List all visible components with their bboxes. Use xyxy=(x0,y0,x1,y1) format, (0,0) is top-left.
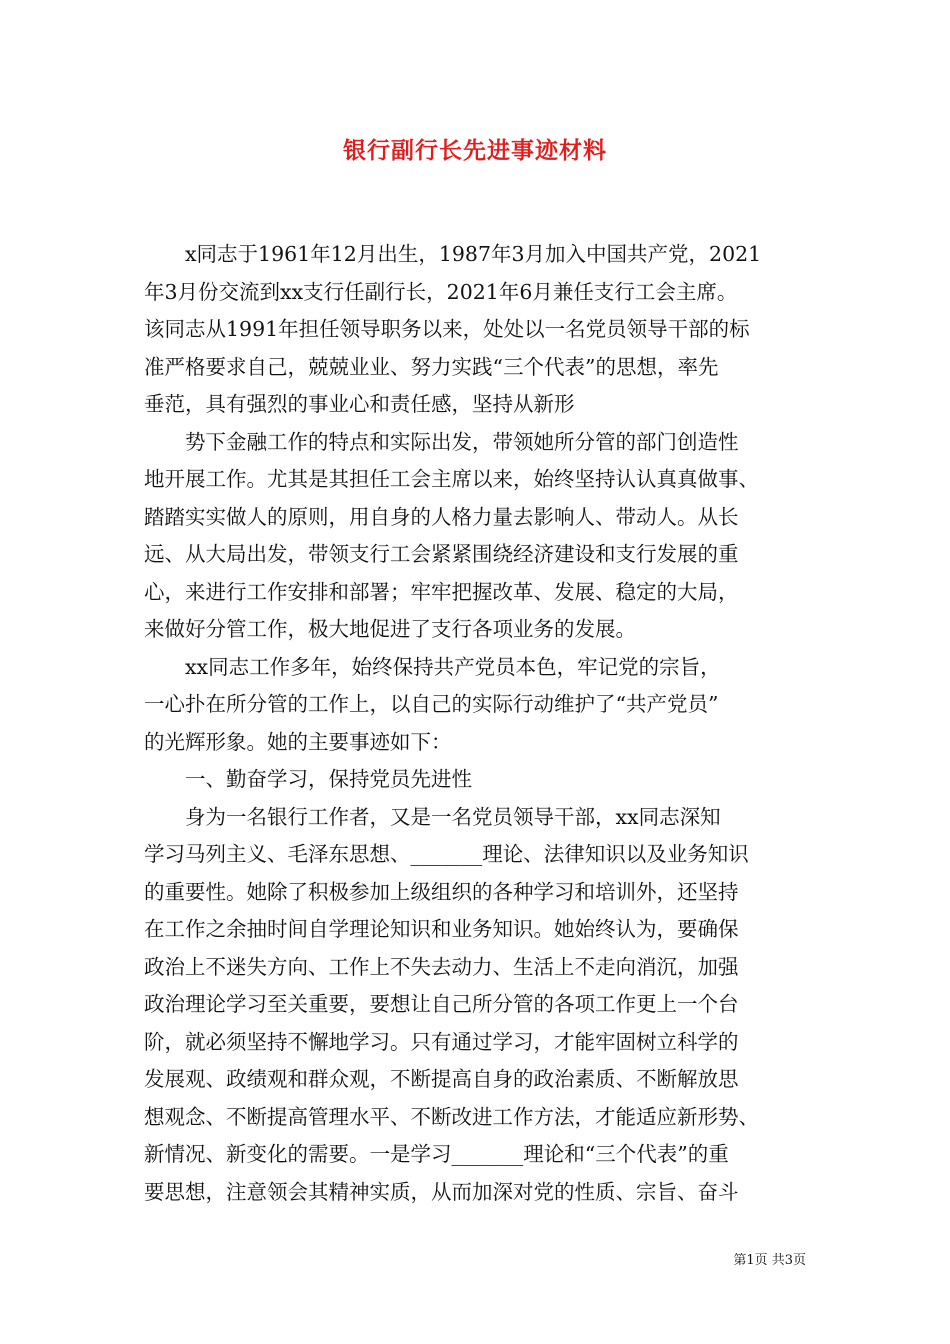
body-line: 的重要性。她除了积极参加上级组织的各种学习和培训外，还坚持 xyxy=(144,879,739,904)
body-line: 来做好分管工作，极大地促进了支行各项业务的发展。 xyxy=(144,617,636,641)
body-line: 身为一名银行工作者，又是一名党员领导干部，xx同志深知 xyxy=(144,804,721,829)
body-line: x同志于1961年12月出生，1987年3月加入中国共产党，2021 xyxy=(144,242,762,266)
document-title: 银行副行长先进事迹材料 xyxy=(343,137,607,164)
body-line: 想观念、不断提高管理水平、不断改进工作方法，才能适应新形势、 xyxy=(144,1104,759,1129)
body-line: 在工作之余抽时间自学理论知识和业务知识。她始终认为，要确保 xyxy=(144,917,739,941)
body-line: xx同志工作多年，始终保持共产党员本色，牢记党的宗旨， xyxy=(144,654,721,679)
body-line: 垂范，具有强烈的事业心和责任感，坚持从新形 xyxy=(144,392,575,416)
page-number-footer: 第1页 共3页 xyxy=(733,1253,806,1268)
body-line: 学习马列主义、毛泽东思想、_______理论、法律知识以及业务知识 xyxy=(144,842,749,866)
section-heading: 一、勤奋学习，保持党员先进性 xyxy=(144,767,472,791)
body-line: 地开展工作。尤其是其担任工会主席以来，始终坚持认认真真做事、 xyxy=(144,467,759,491)
body-line: 新情况、新变化的需要。一是学习_______理论和“三个代表”的重 xyxy=(144,1142,729,1166)
body-line: 的光辉形象。她的主要事迹如下： xyxy=(144,729,452,754)
body-line: 政治理论学习至关重要，要想让自己所分管的各项工作更上一个台 xyxy=(144,992,739,1016)
body-line: 阶，就必须坚持不懈地学习。只有通过学习，才能牢固树立科学的 xyxy=(144,1029,739,1054)
body-line: 该同志从1991年担任领导职务以来，处处以一名党员领导干部的标 xyxy=(144,317,750,341)
body-line: 势下金融工作的特点和实际出发，带领她所分管的部门创造性 xyxy=(144,429,739,454)
body-line: 远、从大局出发，带领支行工会紧紧围绕经济建设和支行发展的重 xyxy=(144,542,739,566)
body-line: 政治上不迷失方向、工作上不失去动力、生活上不走向消沉，加强 xyxy=(144,954,739,979)
document-body xyxy=(144,236,810,1211)
body-line: 准严格要求自己，兢兢业业、努力实践“三个代表”的思想，率先 xyxy=(144,354,719,379)
body-line: 一心扑在所分管的工作上，以自己的实际行动维护了“共产党员” xyxy=(144,692,719,716)
body-line: 心，来进行工作安排和部署；牢牢把握改革、发展、稳定的大局， xyxy=(144,579,739,604)
body-line: 要思想，注意领会其精神实质，从而加深对党的性质、宗旨、奋斗 xyxy=(144,1179,739,1204)
body-line: 踏踏实实做人的原则，用自身的人格力量去影响人、带动人。从长 xyxy=(144,504,739,529)
body-line: 发展观、政绩观和群众观，不断提高自身的政治素质、不断解放思 xyxy=(144,1067,739,1091)
body-line: 年3月份交流到xx支行任副行长，2021年6月兼任支行工会主席。 xyxy=(144,279,738,304)
